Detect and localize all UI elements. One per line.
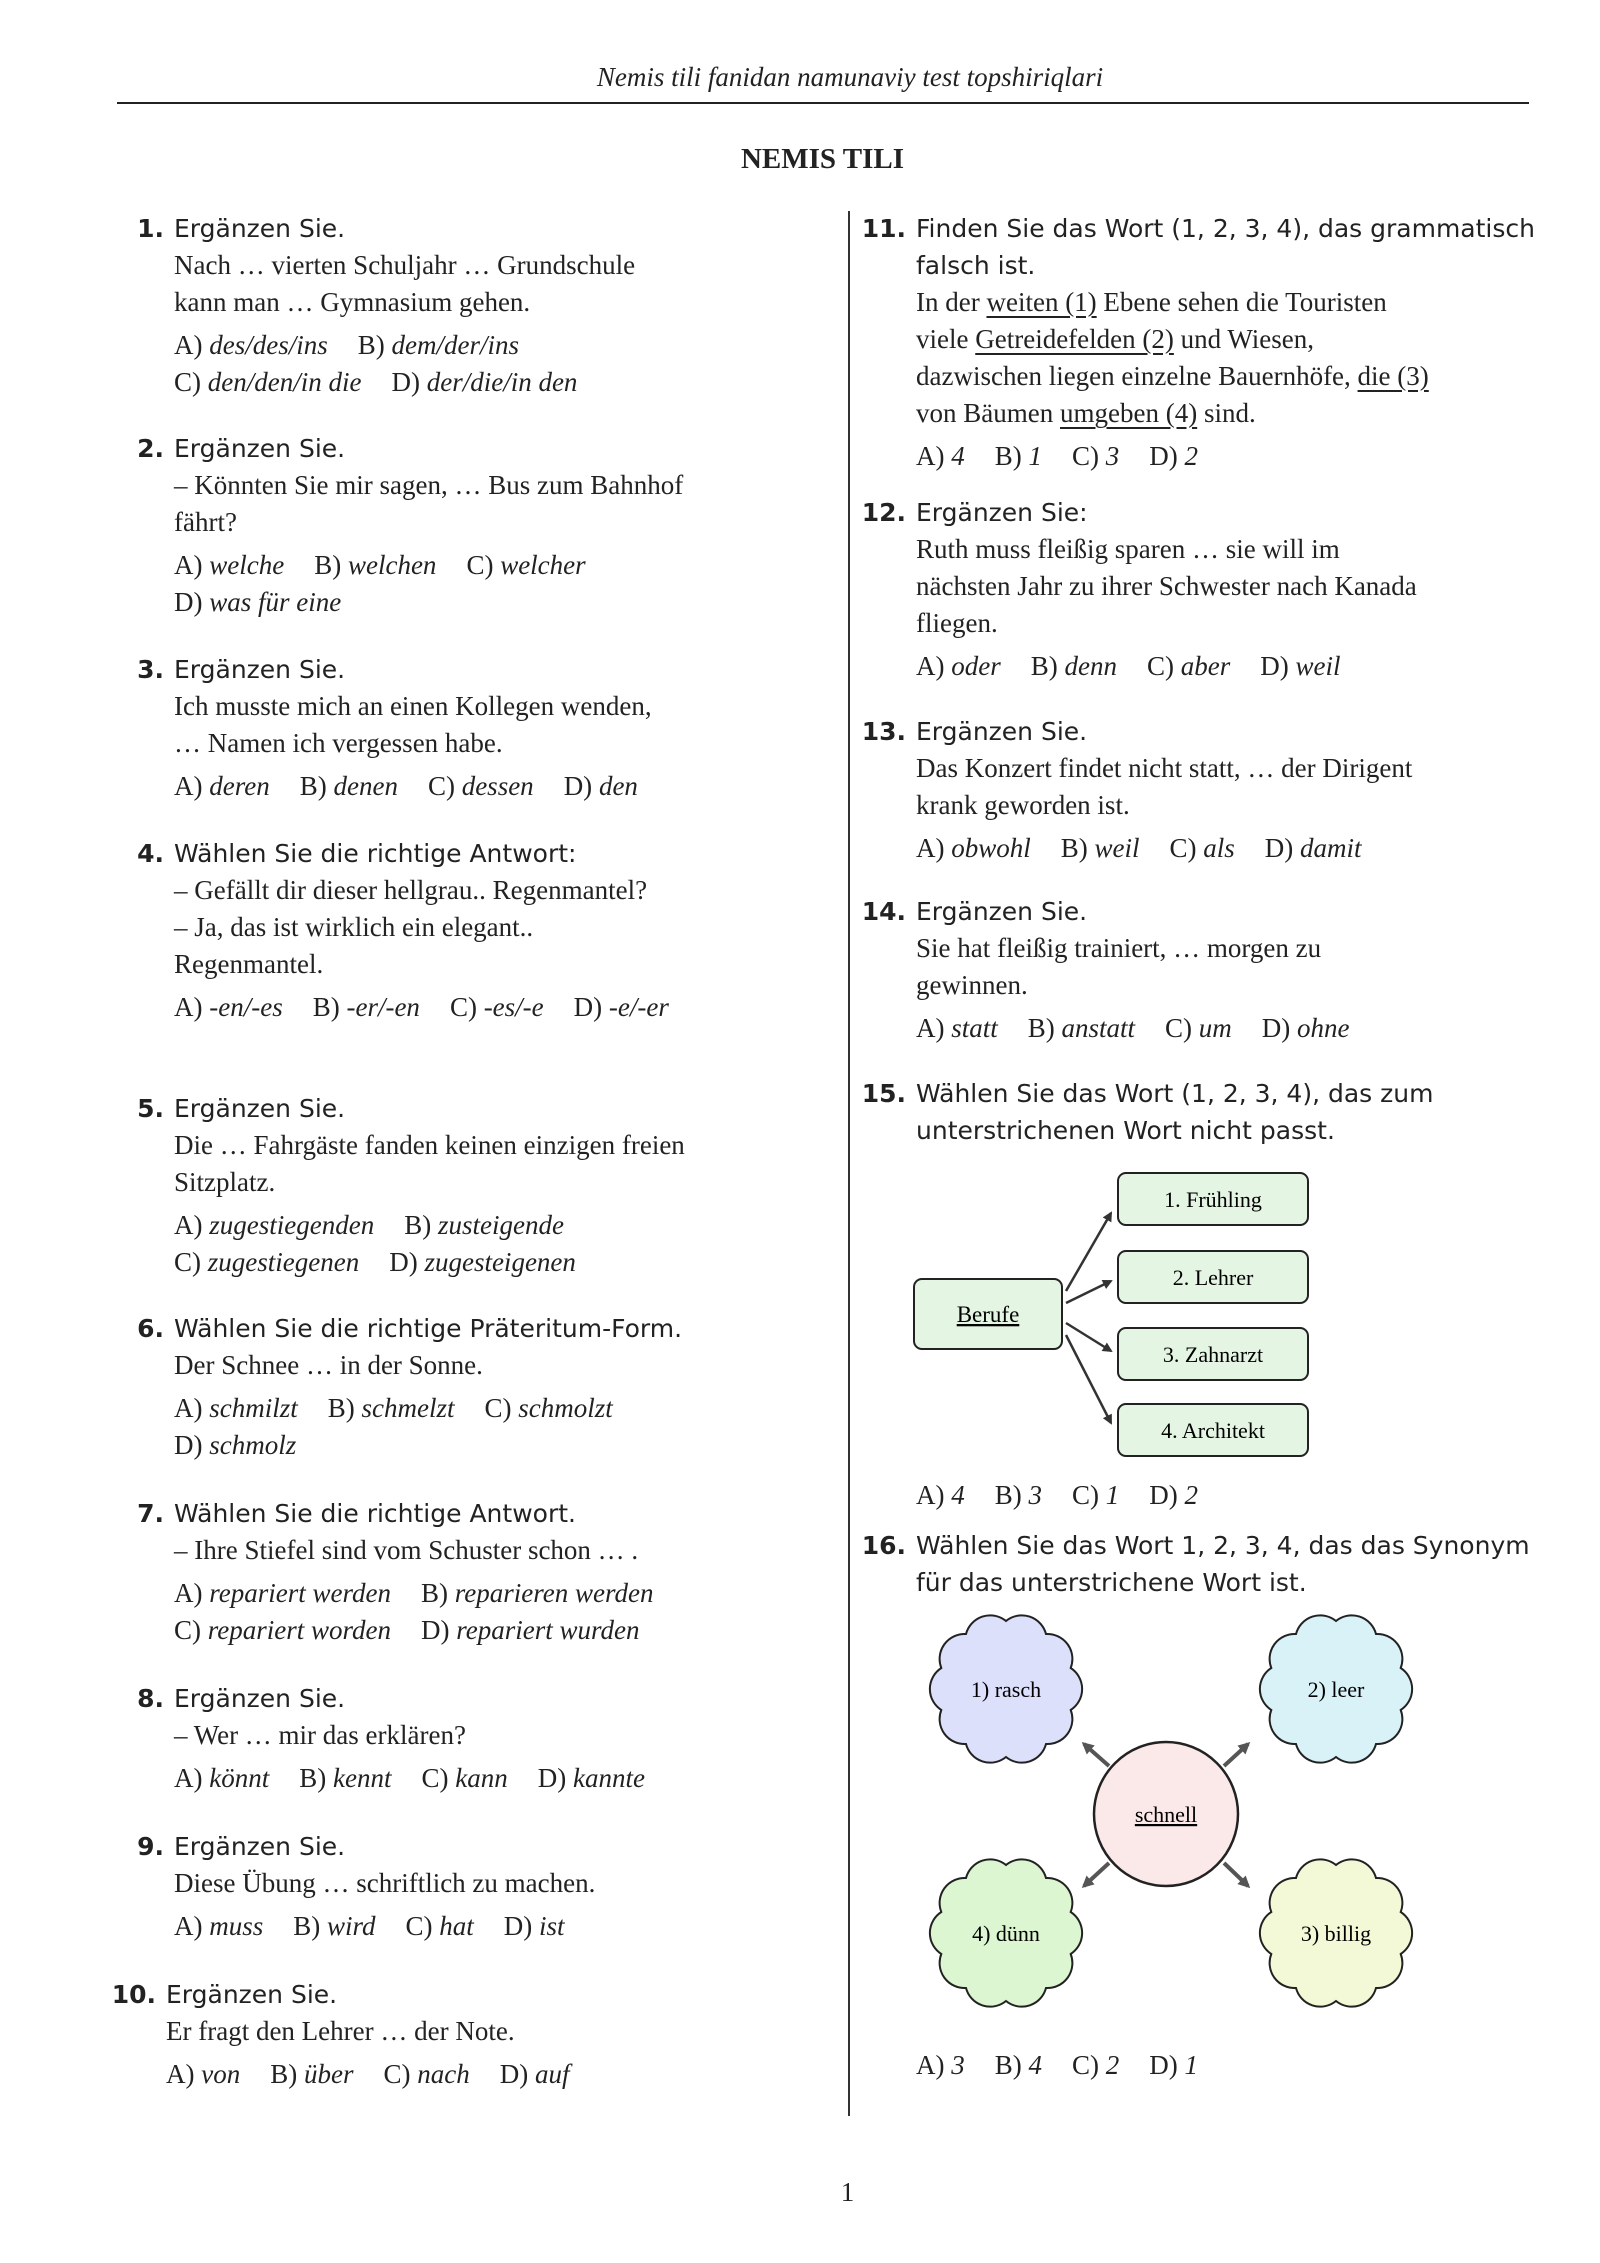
option-d[interactable]: D) kannte	[537, 1763, 645, 1793]
question-prompt: Ergänzen Sie:	[916, 498, 1088, 527]
question-8	[118, 1680, 818, 1797]
question-13	[860, 713, 1540, 867]
option-a[interactable]: A) 3	[916, 2050, 965, 2080]
option-c[interactable]: C) um	[1165, 1013, 1232, 1043]
item-label: 4. Architekt	[1161, 1418, 1265, 1443]
question-number: 16.	[861, 1531, 906, 1560]
option-c[interactable]: C) schmolzt	[484, 1393, 613, 1423]
option-a[interactable]: A) oder	[916, 651, 1001, 681]
option-a[interactable]: A) -en/-es	[174, 992, 283, 1022]
option-b[interactable]: B) 4	[994, 2050, 1042, 2080]
option-b[interactable]: B) denn	[1030, 651, 1117, 681]
option-b[interactable]: B) wird	[293, 1911, 376, 1941]
synonym-cloud-diagram	[906, 1611, 1446, 2041]
option-d[interactable]: D) auf	[499, 2059, 570, 2089]
question-prompt: Ergänzen Sie.	[916, 897, 1088, 926]
question-text: nächsten Jahr zu ihrer Schwester nach Kanada	[916, 571, 1417, 601]
question-prompt: Wählen Sie die richtige Präteritum-Form.	[174, 1314, 683, 1343]
option-b[interactable]: B) -er/-en	[312, 992, 420, 1022]
item-label: 1. Frühling	[1164, 1187, 1262, 1212]
question-text: Das Konzert findet nicht statt, … der Dirigent	[916, 753, 1413, 783]
option-c[interactable]: C) den/den/in die	[174, 367, 362, 397]
option-a[interactable]: A) des/des/ins	[174, 330, 328, 360]
question-7	[118, 1495, 818, 1649]
question-prompt: Ergänzen Sie.	[174, 1684, 346, 1713]
center-word: Berufe	[956, 1302, 1020, 1327]
question-text: Der Schnee … in der Sonne.	[174, 1350, 483, 1380]
question-16	[860, 1527, 1540, 2084]
option-c[interactable]: C) kann	[421, 1763, 508, 1793]
cloud-label-2: 2) leer	[1307, 1677, 1365, 1702]
option-b[interactable]: B) zusteigende	[404, 1210, 564, 1240]
question-number: 15.	[861, 1079, 906, 1108]
option-d[interactable]: D) ist	[503, 1911, 565, 1941]
underlined-word-3: die (3)	[1357, 361, 1429, 391]
question-text: In der weiten (1) Ebene sehen die Touristen	[916, 287, 1387, 317]
question-number: 3.	[137, 655, 164, 684]
question-text: Regenmantel.	[174, 949, 324, 979]
option-b[interactable]: B) 3	[994, 1480, 1042, 1510]
question-number: 10.	[111, 1980, 156, 2009]
option-b[interactable]: B) reparieren werden	[420, 1578, 654, 1608]
question-prompt: Wählen Sie das Wort 1, 2, 3, 4, das das Synonym	[916, 1531, 1530, 1560]
question-5	[118, 1090, 818, 1281]
question-3	[118, 651, 818, 805]
question-text: Sitzplatz.	[174, 1167, 276, 1197]
option-d[interactable]: D) damit	[1264, 833, 1362, 863]
question-number: 1.	[137, 214, 164, 243]
header-rule	[117, 102, 1529, 104]
question-prompt: Ergänzen Sie.	[166, 1980, 338, 2009]
word-map-diagram	[906, 1151, 1326, 1471]
option-c[interactable]: C) repariert worden	[174, 1615, 391, 1645]
question-prompt-continued: für das unterstrichene Wort ist.	[916, 1568, 1307, 1597]
question-prompt: Ergänzen Sie.	[174, 214, 346, 243]
option-d[interactable]: D) 1	[1149, 2050, 1198, 2080]
option-a[interactable]: A) könnt	[174, 1763, 270, 1793]
arrow	[1066, 1213, 1111, 1291]
option-c[interactable]: C) dessen	[427, 771, 534, 801]
option-a[interactable]: A) zugestiegenden	[174, 1210, 375, 1240]
center-word: schnell	[1134, 1802, 1198, 1827]
option-a[interactable]: A) schmilzt	[174, 1393, 298, 1423]
running-header: Nemis tili fanidan namunaviy test topshiriqlari	[596, 62, 1104, 92]
question-number: 13.	[861, 717, 906, 746]
question-prompt: Ergänzen Sie.	[174, 434, 346, 463]
question-number: 11.	[861, 214, 906, 243]
cloud-label-1: 1) rasch	[970, 1677, 1042, 1702]
option-a[interactable]: A) 4	[916, 441, 965, 471]
underlined-word-4: umgeben (4)	[1059, 398, 1198, 428]
question-12	[860, 494, 1540, 685]
item-label: 3. Zahnarzt	[1162, 1342, 1264, 1367]
option-d[interactable]: D) weil	[1260, 651, 1341, 681]
option-d[interactable]: D) 2	[1149, 1480, 1198, 1510]
option-b[interactable]: B) denen	[299, 771, 398, 801]
question-text: – Könnten Sie mir sagen, … Bus zum Bahnhof	[174, 470, 684, 500]
question-text: – Gefällt dir dieser hellgrau.. Regenmantel?	[174, 875, 648, 905]
question-number: 8.	[137, 1684, 164, 1713]
option-c[interactable]: C) als	[1169, 833, 1235, 863]
question-4	[118, 835, 818, 1026]
option-a[interactable]: A) muss	[174, 1911, 264, 1941]
question-text: gewinnen.	[916, 970, 1028, 1000]
question-number: 9.	[137, 1832, 164, 1861]
option-d[interactable]: D) was für eine	[174, 587, 342, 617]
question-prompt-continued: falsch ist.	[916, 251, 1036, 280]
option-a[interactable]: A) welche	[174, 550, 285, 580]
question-number: 2.	[137, 434, 164, 463]
question-9	[118, 1828, 818, 1945]
option-b[interactable]: B) 1	[994, 441, 1042, 471]
option-d[interactable]: D) den	[563, 771, 638, 801]
column-divider	[848, 211, 850, 2116]
question-text: viele Getreidefelden (2) und Wiesen,	[916, 324, 1315, 354]
cloud-label-3: 3) billig	[1300, 1921, 1372, 1946]
option-c[interactable]: C) welcher	[466, 550, 586, 580]
arrow	[1224, 1744, 1248, 1766]
question-text: Sie hat fleißig trainiert, … morgen zu	[916, 933, 1322, 963]
option-c[interactable]: C) hat	[405, 1911, 474, 1941]
question-prompt: Wählen Sie die richtige Antwort.	[174, 1499, 576, 1528]
question-2	[118, 430, 818, 621]
option-c[interactable]: C) 3	[1072, 441, 1120, 471]
question-number: 5.	[137, 1094, 164, 1123]
question-text: Nach … vierten Schuljahr … Grundschule	[174, 250, 636, 280]
option-b[interactable]: B) welchen	[314, 550, 437, 580]
arrow	[1084, 1863, 1109, 1886]
question-text: dazwischen liegen einzelne Bauernhöfe, die (3)	[916, 361, 1429, 391]
option-b[interactable]: B) anstatt	[1027, 1013, 1136, 1043]
question-text: von Bäumen umgeben (4) sind.	[916, 398, 1256, 428]
question-11	[860, 210, 1540, 475]
option-a[interactable]: A) 4	[916, 1480, 965, 1510]
question-text: Ich musste mich an einen Kollegen wenden,	[174, 691, 652, 721]
question-6	[118, 1310, 818, 1464]
option-d[interactable]: D) schmolz	[174, 1430, 297, 1460]
question-prompt: Ergänzen Sie.	[174, 1094, 346, 1123]
question-prompt: Finden Sie das Wort (1, 2, 3, 4), das grammatisch	[916, 214, 1535, 243]
question-10	[110, 1976, 810, 2093]
underlined-word-1: weiten (1)	[986, 287, 1097, 317]
question-text: – Ja, das ist wirklich ein elegant..	[174, 912, 534, 942]
question-prompt: Ergänzen Sie.	[174, 655, 346, 684]
option-a[interactable]: A) von	[166, 2059, 241, 2089]
question-text: Er fragt den Lehrer … der Note.	[166, 2016, 515, 2046]
option-d[interactable]: D) der/die/in den	[391, 367, 578, 397]
question-text: … Namen ich vergessen habe.	[174, 728, 503, 758]
cloud-label-4: 4) dünn	[972, 1921, 1040, 1946]
question-text: fliegen.	[916, 608, 998, 638]
question-text: Die … Fahrgäste fanden keinen einzigen freien	[174, 1130, 685, 1160]
question-prompt: Ergänzen Sie.	[916, 717, 1088, 746]
option-c[interactable]: C) 2	[1072, 2050, 1120, 2080]
question-prompt: Wählen Sie das Wort (1, 2, 3, 4), das zum	[916, 1079, 1434, 1108]
option-b[interactable]: B) dem/der/ins	[357, 330, 519, 360]
item-label: 2. Lehrer	[1172, 1265, 1254, 1290]
question-text: kann man … Gymnasium gehen.	[174, 287, 531, 317]
question-text: – Wer … mir das erklären?	[174, 1720, 466, 1750]
option-c[interactable]: C) -es/-e	[449, 992, 544, 1022]
option-a[interactable]: A) deren	[174, 771, 270, 801]
question-1	[118, 210, 818, 401]
option-d[interactable]: D) zugesteigenen	[389, 1247, 576, 1277]
option-c[interactable]: C) nach	[383, 2059, 470, 2089]
option-b[interactable]: B) kennt	[299, 1763, 392, 1793]
option-a[interactable]: A) repariert werden	[174, 1578, 391, 1608]
option-b[interactable]: B) weil	[1060, 833, 1140, 863]
page-title: NEMIS TILI	[740, 143, 905, 175]
option-b[interactable]: B) über	[270, 2059, 354, 2089]
question-prompt: Ergänzen Sie.	[174, 1832, 346, 1861]
question-text: Ruth muss fleißig sparen … sie will im	[916, 534, 1340, 564]
option-c[interactable]: C) aber	[1146, 651, 1231, 681]
arrow	[1084, 1744, 1109, 1766]
option-c[interactable]: C) zugestiegenen	[174, 1247, 360, 1277]
question-number: 14.	[861, 897, 906, 926]
question-text: krank geworden ist.	[916, 790, 1130, 820]
question-number: 6.	[137, 1314, 164, 1343]
question-text: fährt?	[174, 507, 237, 537]
option-d[interactable]: D) repariert wurden	[421, 1615, 640, 1645]
question-text: – Ihre Stiefel sind vom Schuster schon … .	[174, 1535, 639, 1565]
option-d[interactable]: D) 2	[1149, 441, 1198, 471]
arrow	[1066, 1281, 1111, 1303]
option-d[interactable]: D) ohne	[1261, 1013, 1350, 1043]
arrow	[1224, 1863, 1248, 1886]
question-number: 4.	[137, 839, 164, 868]
question-15	[860, 1075, 1540, 1514]
question-number: 7.	[137, 1499, 164, 1528]
option-c[interactable]: C) 1	[1072, 1480, 1120, 1510]
question-prompt-continued: unterstrichenen Wort nicht passt.	[916, 1116, 1335, 1145]
question-number: 12.	[861, 498, 906, 527]
page-number: 1	[840, 2177, 855, 2207]
underlined-word-2: Getreidefelden (2)	[975, 324, 1174, 354]
question-prompt: Wählen Sie die richtige Antwort:	[174, 839, 577, 868]
option-a[interactable]: A) obwohl	[916, 833, 1031, 863]
option-b[interactable]: B) schmelzt	[327, 1393, 455, 1423]
option-a[interactable]: A) statt	[916, 1013, 998, 1043]
question-text: Diese Übung … schriftlich zu machen.	[174, 1868, 596, 1898]
option-d[interactable]: D) -e/-er	[573, 992, 669, 1022]
question-14	[860, 893, 1540, 1047]
